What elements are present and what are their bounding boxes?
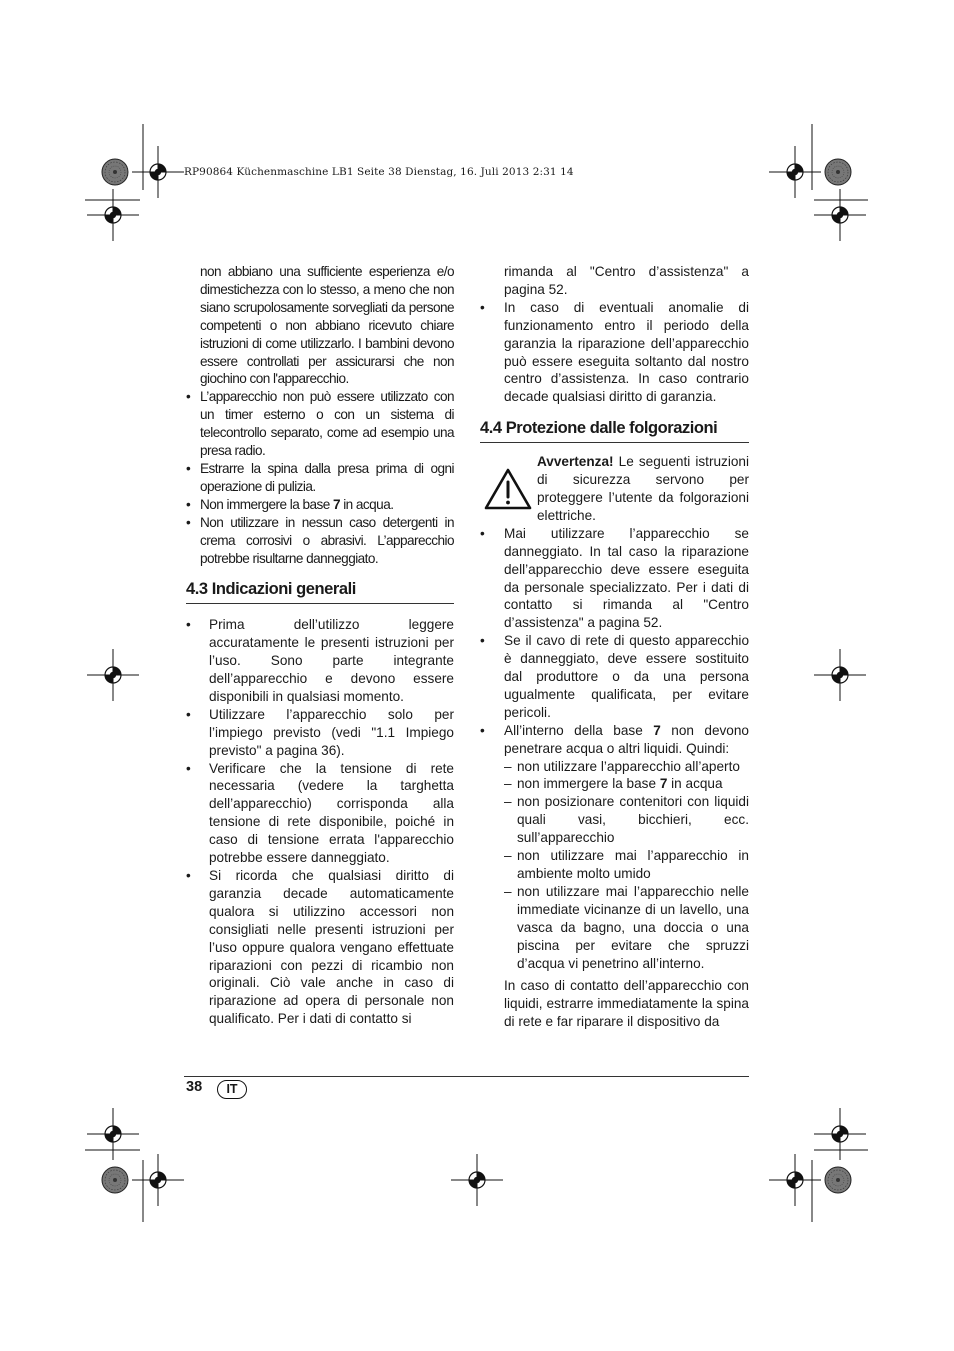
right-column [480,263,749,1031]
list-item: – non posizionare contenitori con liquidi quali vasi, bicchieri, ecc. sull’apparecchio [504,793,749,847]
electric-safety-list [480,525,749,758]
warning-block [480,453,749,525]
safety-bullet-list [186,388,454,567]
warning-triangle-icon [483,467,533,511]
list-item: • Si ricorda che qualsiasi diritto di garanzia decade automaticamente qualora si utilizzino accessori non consigliati nelle presenti istruzioni per l’uso oppure qualora vengano effettuate riparazioni con pezzi di ricambio non originali. Ciò vale anche in caso di riparazione ad opera di personale non qualificato. Per i dati di contatto si [186,867,454,1028]
list-item: • Se il cavo di rete di questo apparecchio è danneggiato, deve essere sostituito dal produttore o da una persona ugualmente qualificata, per evitare pericoli. [480,632,749,722]
list-item: • Utilizzare l’apparecchio solo per l’impiego previsto (vedi "1.1 Impiego previsto" a pagina 36). [186,706,454,760]
list-item: • Estrarre la spina dalla presa prima di ogni operazione di pulizia. [186,460,454,496]
list-item: – non utilizzare mai l’apparecchio in ambiente molto umido [504,847,749,883]
section-title-4-3: 4.3 Indicazioni generali [186,581,454,604]
warning-label: Avvertenza! [537,454,614,470]
part-number: 7 [653,722,661,738]
part-number: 7 [332,496,340,512]
list-item: • Mai utilizzare l’apparecchio se danneggiato. In tal caso la riparazione dell’apparecchio deve essere eseguita da personale specializzato. Per i dati di contatto si rimanda al "Centro d’assistenza" a pagina 52. [480,525,749,632]
list-item: • Non immergere la base 7 in acqua. [186,496,454,514]
general-info-list [186,616,454,1028]
warning-text: Le seguenti istruzioni di sicurezza servono per proteggere l’utente da folgorazioni elettriche. [537,454,749,523]
part-number: 7 [659,776,668,792]
list-item: • All’interno della base 7 non devono penetrare acqua o altri liquidi. Quindi: [480,722,749,758]
warranty-list [480,299,749,406]
left-column [186,263,454,1028]
closing-paragraph: In caso di contatto dell’apparecchio con liquidi, estrarre immediatamente la spina di rete e far riparare il dispositivo da [504,978,749,1030]
footer-rule [184,1076,749,1077]
list-item: • Non utilizzare in nessun caso detergenti in crema corrosivi o abrasivi. L’apparecchio potrebbe risultarne danneggiato. [186,514,454,568]
page-number: 38 [186,1079,203,1095]
language-badge: IT [217,1080,247,1099]
list-item: • Prima dell’utilizzo leggere accuratamente le presenti istruzioni per l’uso. Sono parte integrante dell’apparecchio e devono essere disponibili in qualsiasi momento. [186,616,454,706]
section-title-4-4: 4.4 Protezione dalle folgorazioni [480,420,749,443]
list-item: • In caso di eventuali anomalie di funzionamento entro il periodo della garanzia la riparazione dell’apparecchio può essere eseguita soltanto dal nostro centro d’assistenza. In caso contrario decade qualsiasi diritto di garanzia. [480,299,749,406]
intro-paragraph: non abbiano una sufficiente esperienza e/o dimestichezza con lo stesso, a meno che non siano scrupolosamente sorvegliati da persone competenti o non abbiano ricevuto chiare istruzioni di come utilizzarlo. I bambini devono essere controllati per assicurarsi che non giochino con l'apparecchio. [200,264,454,387]
liquids-dash-list [480,758,749,973]
list-item: – non utilizzare mai l’apparecchio nelle immediate vicinanze di un lavello, una vasca da bagno, una doccia o una piscina per evitare che spruzzi d’acqua vi penetrino all’interno. [504,883,749,973]
list-item: – non utilizzare l’apparecchio all’aperto [504,758,749,776]
list-item: • Verificare che la tensione di rete necessaria (vedere la targhetta dell’apparecchio) corrisponda alla tensione di rete disponibile, poiché in caso di tensione errata l'apparecchio potrebbe essere danneggiato. [186,760,454,867]
list-item: – non immergere la base 7 in acqua [504,775,749,793]
print-header: RP90864 Küchenmaschine LB1 Seite 38 Dienstag, 16. Juli 2013 2:31 14 [184,166,574,178]
list-item: • L’apparecchio non può essere utilizzato con un timer esterno o con un sistema di telecontrollo separato, come ad esempio una presa radio. [186,388,454,460]
continued-text: rimanda al "Centro d’assistenza" a pagina 52. [504,264,749,297]
